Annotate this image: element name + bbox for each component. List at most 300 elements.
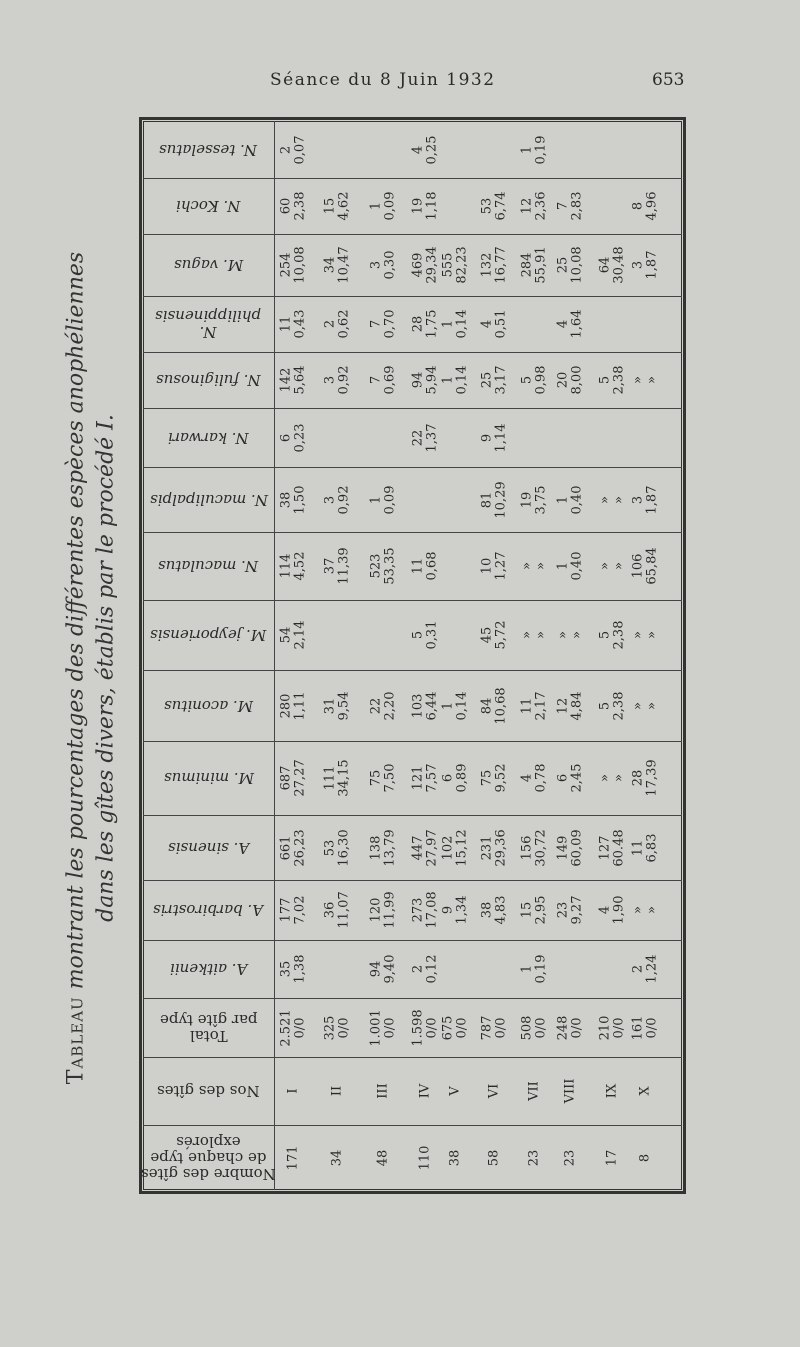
site-number [327,1061,347,1121]
species-percent-text: 0,40 [569,551,585,581]
species-count-text: 3 [630,495,646,504]
species-percent [290,176,310,236]
species-count-text: 22 [368,697,384,714]
species-count-text: 687 [278,765,294,791]
species-percent-text: 0,70 [382,309,398,339]
total-unit [642,998,662,1058]
species-count-text: 12 [519,197,535,215]
species-percent-text: 1,18 [424,191,440,221]
total-count-text: 787 [479,1015,495,1040]
total-unit-text: 0/0 [424,1017,440,1038]
species-percent-text: 1,34 [454,895,470,925]
species-count-text: 132 [479,252,495,278]
species-percent-text: 10,08 [292,246,308,284]
species-count-text: 28 [410,315,426,333]
species-count-text: 5 [597,701,613,710]
species-count-text: 3 [630,260,646,270]
species-percent [567,748,587,808]
species-count-text: 37 [322,557,338,575]
site-number-text: VIII [562,1078,578,1104]
species-count-text: » [519,562,535,570]
column-header-line: A. sinensis [167,838,250,857]
species-count-text: 60 [278,197,294,215]
site-number-text: IV [417,1083,433,1099]
total-count-text: 675 [440,1015,456,1040]
species-percent [422,939,442,999]
total-unit [290,998,310,1058]
column-header [143,408,274,467]
species-percent [531,470,551,530]
species-percent [531,176,551,236]
species-percent [531,818,551,878]
species-percent [452,676,472,736]
column-header-line: A. barbirostris [153,901,264,919]
species-percent [491,748,511,808]
total-unit [567,998,587,1058]
species-percent [334,176,354,236]
species-percent [452,880,472,940]
species-count-text: 38 [479,901,495,919]
species-count-text: 142 [278,367,294,393]
species-count-text: 2 [630,964,646,974]
species-count-text: 177 [278,897,294,923]
site-number [373,1061,393,1121]
species-percent-text: 2,14 [292,620,308,650]
total-count-text: 1.001 [368,1008,384,1047]
species-percent [380,294,400,354]
species-percent-text: 2,38 [292,191,308,221]
total-count-text: 248 [555,1015,571,1040]
total-unit [334,998,354,1058]
total-unit [380,998,400,1058]
species-percent [567,605,587,665]
column-header-label [176,198,240,214]
species-percent [290,350,310,410]
species-count-text: 1 [555,495,571,504]
species-count-text: » [597,495,613,504]
column-header-line: N. fuliginosus [156,371,261,389]
site-number [445,1061,465,1121]
species-count-text: 1 [519,964,535,974]
species-count-text: » [630,631,646,639]
species-percent-text: 82,23 [454,246,470,284]
site-number-text: I [285,1088,301,1094]
site-count [445,1128,465,1188]
column-header-line: philippinensis [155,307,262,325]
species-percent-text: 0,09 [382,485,398,514]
species-percent [491,605,511,665]
species-percent-text: 1,27 [493,551,509,581]
total-count-text: 161 [630,1015,646,1040]
species-percent-text: » [611,562,627,570]
species-percent-text: 60,09 [569,828,585,867]
column-header-label [155,308,261,340]
site-count [560,1128,580,1188]
table-caption-line-1 [64,58,89,1278]
species-percent-text: 2,38 [611,691,627,720]
species-count-text: 11 [519,697,535,714]
column-header-label [164,698,253,714]
column-header-line: N. karwari [168,428,249,447]
species-count-text: 3 [322,375,338,385]
species-count-text: 38 [278,491,294,508]
species-percent-text: 0,19 [533,954,549,984]
species-percent-text: 0,30 [382,250,398,280]
site-number-text: X [637,1086,653,1096]
species-percent-text: 4,62 [336,191,352,221]
species-count-text: 53 [479,197,495,215]
column-header-line: M. aconitus [163,696,254,715]
species-percent [491,676,511,736]
species-percent-text: 0,12 [424,954,440,984]
species-percent-text: 7,50 [382,763,398,793]
column-header [143,296,274,352]
species-count-text: 7 [555,201,571,211]
species-percent [609,235,629,295]
column-header-line: A. aitkenii [169,960,248,978]
species-count-text: 3 [322,495,338,504]
species-percent-text: 0,25 [424,135,440,164]
species-percent-text: » [569,631,585,639]
species-count-text: 8 [630,201,646,211]
site-count-text: 34 [329,1149,345,1166]
species-percent-text: 16,30 [336,828,352,867]
species-count-text: 54 [278,626,294,644]
species-percent-text: » [533,631,549,639]
species-percent [531,939,551,999]
species-percent-text: 6,74 [493,191,509,221]
species-percent [642,748,662,808]
species-percent [531,605,551,665]
table-caption-line-2: dans les gîtes divers, établis par le procédé I. [93,414,119,922]
species-count-text: 9 [440,905,456,915]
total-unit-text: 0/0 [382,1017,398,1038]
species-percent [642,818,662,878]
species-percent [334,235,354,295]
species-percent-text: 2,17 [533,691,549,720]
species-count-text: 114 [278,553,294,579]
column-header-line: N. maculipalpis [149,490,268,509]
species-percent [422,120,442,180]
column-header-label [158,558,258,574]
species-count-text: 53 [322,839,338,856]
total-unit-text: 0/0 [454,1017,470,1038]
site-number [484,1061,504,1121]
species-percent-text: 0,51 [493,309,509,339]
species-percent-text: 5,94 [424,365,440,395]
column-header [143,532,274,600]
site-count-text: 17 [604,1149,620,1166]
column-header [143,178,274,234]
species-percent-text: 13,79 [382,828,398,867]
species-count-text: 523 [368,553,384,579]
species-count-text: 1 [368,201,384,211]
species-percent [380,350,400,410]
species-percent [609,818,629,878]
site-count-text: 38 [447,1149,463,1166]
species-percent-text: 10,29 [493,480,509,519]
species-count-text: 75 [368,769,384,787]
column-header-line: Nos des gîtes [157,1082,260,1100]
species-percent [642,350,662,410]
species-percent-text: 1,64 [569,309,585,339]
species-percent-text: 0,92 [336,365,352,395]
species-percent-text: 34,15 [336,759,352,797]
species-percent [422,176,442,236]
species-percent-text: 11,99 [382,891,398,929]
species-percent [334,470,354,530]
species-count-text: 9 [479,433,495,442]
column-header-line: explorés [176,1132,241,1151]
species-percent [491,350,511,410]
species-percent-text: 4,83 [493,895,509,925]
total-count-text: 2.521 [278,1008,294,1047]
page-number: 653 [652,70,685,90]
species-count-text: 6 [278,433,294,442]
site-count [373,1128,393,1188]
species-percent [531,120,551,180]
species-count-text: 5 [519,375,535,385]
total-unit [452,998,472,1058]
species-count-text: 121 [410,765,426,791]
species-percent-text: 0,92 [336,485,352,514]
species-percent [567,818,587,878]
species-percent-text: 0,14 [454,365,470,395]
species-count-text: 661 [278,835,294,860]
species-percent-text: 3,17 [493,365,509,395]
column-header [143,940,274,998]
species-percent [452,748,472,808]
species-count-text: 149 [555,835,571,860]
species-percent [531,880,551,940]
site-number-text: III [375,1083,391,1099]
running-title: Séance du 8 Juin 1932 [270,70,496,90]
species-percent-text: 0,19 [533,135,549,164]
column-header [143,1057,274,1125]
species-percent [491,294,511,354]
species-percent-text: 16,77 [493,246,509,284]
species-percent-text: 6,44 [424,691,440,720]
site-count [602,1128,622,1188]
species-percent [567,176,587,236]
column-header-label [157,1083,260,1099]
species-percent-text: 0,14 [454,691,470,720]
species-percent-text: 1,24 [644,954,660,984]
species-percent [290,676,310,736]
column-header-label [174,257,243,273]
column-header-line: N. [200,323,217,341]
species-percent [290,605,310,665]
column-header [143,1125,274,1190]
site-number [415,1061,435,1121]
species-count-text: 81 [479,491,495,508]
species-percent [290,470,310,530]
species-percent-text: 0,23 [292,423,308,452]
species-percent-text: 2,20 [382,691,398,720]
site-number [560,1061,580,1121]
species-count-text: 6 [440,773,456,783]
species-count-text: 75 [479,769,495,787]
species-count-text: 35 [278,960,294,978]
caption-line-1-text: montrant les pourcentages des différentes espèces anophéliennes [63,251,89,997]
site-number-text: II [329,1085,345,1097]
species-count-text: 2 [278,145,294,154]
species-percent-text: » [644,906,660,914]
species-count-text: 138 [368,835,384,860]
species-percent [334,818,354,878]
species-count-text: 84 [479,697,495,714]
species-percent-text: 1,50 [292,485,308,514]
species-count-text: 231 [479,835,495,860]
species-percent [380,880,400,940]
species-percent-text: 10,68 [493,686,509,725]
total-count-text: 1.598 [410,1008,426,1047]
species-percent-text: 29,36 [493,828,509,867]
species-count-text: 22 [410,429,426,446]
species-percent [334,676,354,736]
total-unit [491,998,511,1058]
species-percent [491,235,511,295]
total-count-text: 325 [322,1015,338,1040]
species-percent [452,818,472,878]
species-count-text: 1 [440,701,456,710]
species-count-text: » [597,562,613,570]
species-count-text: 284 [519,252,535,278]
species-count-text: 106 [630,553,646,579]
species-percent [567,536,587,596]
species-percent-text: 8,00 [569,365,585,395]
species-count-text: 4 [519,773,535,783]
species-count-text: 12 [555,697,571,714]
species-count-text: » [630,376,646,384]
column-header [143,352,274,408]
species-percent-text: » [533,562,549,570]
species-count-text: 120 [368,897,384,923]
species-count-text: 5 [410,630,426,640]
species-percent [422,605,442,665]
species-percent-text: 0,68 [424,551,440,581]
species-percent [290,536,310,596]
species-count-text: 11 [278,315,294,333]
species-percent-text: 2,36 [533,191,549,221]
column-header [143,600,274,670]
species-percent [609,536,629,596]
species-count-text: 20 [555,371,571,389]
column-header-label [160,1012,258,1044]
column-header-label [168,840,249,856]
species-percent-text: 15,12 [454,828,470,867]
species-percent [290,939,310,999]
species-percent-text: 9,27 [569,895,585,925]
species-percent-text: 7,02 [292,895,308,925]
column-header-label [156,372,261,388]
total-unit-text: 0/0 [611,1017,627,1038]
species-percent [491,880,511,940]
site-count [635,1128,655,1188]
species-count-text: 34 [322,256,338,274]
species-count-text: 254 [278,252,294,278]
species-percent-text: 6,83 [644,833,660,862]
species-percent [334,294,354,354]
species-percent [642,536,662,596]
species-percent-text: 5,64 [292,365,308,395]
species-count-text: 4 [555,319,571,329]
species-count-text: 45 [479,626,495,644]
species-percent [491,176,511,236]
column-header-label [150,492,268,508]
species-count-text: 28 [630,769,646,787]
species-percent [491,818,511,878]
site-number-text: VII [526,1081,542,1101]
species-percent [609,748,629,808]
column-header [143,670,274,741]
species-count-text: 555 [440,252,456,278]
species-percent [422,408,442,468]
column-header [143,998,274,1057]
site-count-text: 171 [285,1145,301,1170]
column-header-label [164,770,254,786]
species-percent [491,536,511,596]
species-percent-text: 7,57 [424,763,440,793]
site-count-text: 58 [486,1149,502,1166]
species-count-text: 15 [519,901,535,919]
column-header-line: N. Kochi [176,197,241,215]
species-percent [290,818,310,878]
species-percent [609,676,629,736]
species-percent-text: 4,52 [292,551,308,581]
species-percent-text: 27,97 [424,828,440,867]
species-percent [380,176,400,236]
column-header [143,234,274,296]
species-count-text: 4 [597,905,613,915]
total-unit-text: 0/0 [533,1017,549,1038]
species-count-text: 5 [597,375,613,385]
species-percent-text: 55,91 [533,246,549,284]
species-percent [380,818,400,878]
column-header-label [159,142,257,158]
site-number [283,1061,303,1121]
column-header-line: Total [189,1026,228,1045]
species-percent-text: 11,07 [336,891,352,929]
species-percent-text: 0,69 [382,365,398,395]
species-percent-text: 1,38 [292,954,308,984]
species-percent [642,235,662,295]
species-percent-text: 30,72 [533,828,549,867]
total-count-text: 508 [519,1015,535,1040]
species-percent-text: 29,34 [424,246,440,284]
site-count-text: 23 [562,1149,578,1166]
species-percent-text: 60.48 [611,828,627,867]
species-percent [567,676,587,736]
species-percent-text: 2,95 [533,895,549,925]
species-percent [609,350,629,410]
total-unit-text: 0/0 [569,1017,585,1038]
site-number-text: VI [486,1083,502,1099]
species-percent [380,939,400,999]
site-count [484,1128,504,1188]
column-header [143,815,274,880]
species-count-text: 1 [440,375,456,385]
column-header-line: N. tesselatus [159,140,258,159]
column-header-line: par gîte type [159,1010,258,1029]
species-percent-text: 0,31 [424,620,440,650]
species-percent [380,235,400,295]
column-header-label [141,1134,276,1182]
species-count-text: 31 [322,697,338,714]
total-unit-text: 0/0 [644,1017,660,1038]
species-percent [452,235,472,295]
site-number [524,1061,544,1121]
